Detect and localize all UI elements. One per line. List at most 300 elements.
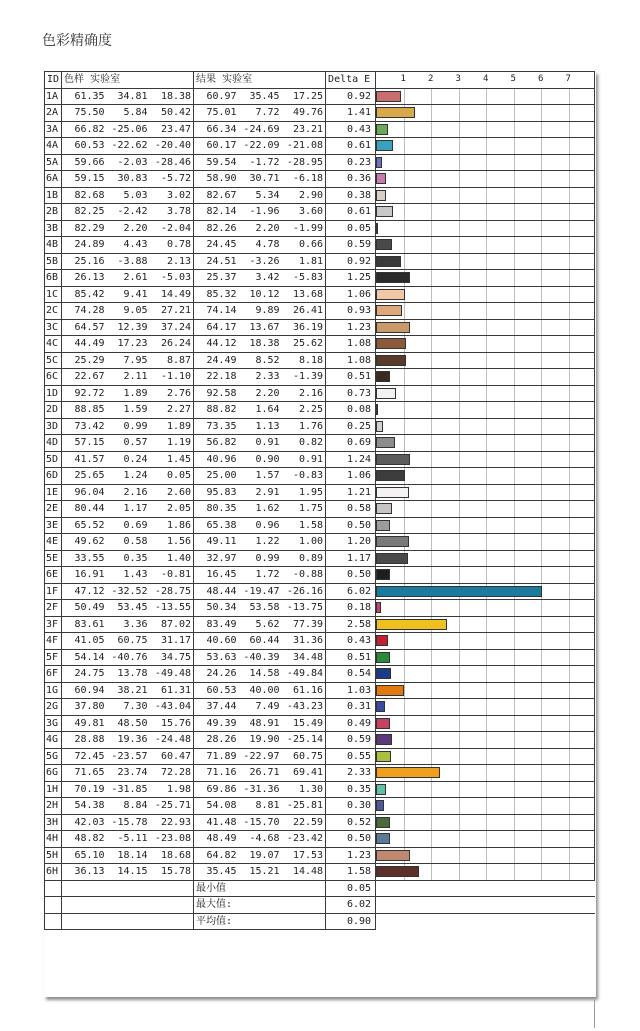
sample-lab-value: 0.05 — [150, 468, 194, 485]
gridline — [541, 815, 542, 831]
sample-lab-value: 54.14 — [62, 649, 107, 666]
gridline — [541, 353, 542, 369]
bar-cell — [376, 732, 595, 749]
sample-lab-value: 1.56 — [150, 534, 194, 551]
sample-lab-value: 96.04 — [62, 484, 107, 501]
gridline — [569, 683, 570, 699]
result-lab-value: 44.12 — [194, 336, 239, 353]
result-lab-value: 56.82 — [194, 435, 239, 452]
gridline — [541, 435, 542, 451]
sample-lab-value: 3.36 — [107, 616, 150, 633]
result-lab-value: 34.48 — [282, 649, 326, 666]
table-row — [45, 583, 595, 600]
gridline — [459, 287, 460, 303]
sample-lab-value: 34.75 — [150, 649, 194, 666]
gridline — [569, 501, 570, 517]
gridline — [569, 534, 570, 550]
gridline — [486, 633, 487, 649]
gridline — [404, 122, 405, 138]
result-lab-value: 1.57 — [239, 468, 282, 485]
table-row — [45, 649, 595, 666]
table-row — [45, 501, 595, 518]
sample-lab-value: 1.43 — [107, 567, 150, 584]
result-lab-value: 30.71 — [239, 171, 282, 188]
min-row — [45, 880, 595, 897]
patch-id: 1C — [45, 286, 62, 303]
patch-id: 6C — [45, 369, 62, 386]
result-lab-value: 35.45 — [194, 864, 239, 881]
gridline — [486, 353, 487, 369]
gridline — [541, 551, 542, 567]
bar-cell — [376, 187, 595, 204]
gridline — [514, 534, 515, 550]
delta-bar — [376, 338, 406, 349]
patch-id: 3E — [45, 517, 62, 534]
sample-lab-value: 13.78 — [107, 666, 150, 683]
sample-lab-value: -0.81 — [150, 567, 194, 584]
footer-blank — [376, 880, 595, 897]
result-lab-value: 40.60 — [194, 633, 239, 650]
patch-id: 3D — [45, 418, 62, 435]
result-lab-value: -1.39 — [282, 369, 326, 386]
gridline — [569, 353, 570, 369]
patch-id: 5D — [45, 451, 62, 468]
sample-lab-value: 9.05 — [107, 303, 150, 320]
patch-id: 1E — [45, 484, 62, 501]
result-lab-value: 60.53 — [194, 682, 239, 699]
patch-id: 3F — [45, 616, 62, 633]
patch-id: 5B — [45, 253, 62, 270]
result-lab-value: 1.81 — [282, 253, 326, 270]
delta-e-value: 0.92 — [326, 88, 376, 105]
bar-cell — [376, 864, 595, 881]
sample-lab-value: 61.35 — [62, 88, 107, 105]
bar-cell — [376, 484, 595, 501]
delta-e-value: 0.18 — [326, 600, 376, 617]
delta-bar — [376, 520, 390, 531]
gridline — [514, 254, 515, 270]
sample-lab-value: 0.78 — [150, 237, 194, 254]
gridline — [514, 419, 515, 435]
gridline — [541, 749, 542, 765]
gridline — [514, 155, 515, 171]
result-lab-value: 1.72 — [239, 567, 282, 584]
bar-cell — [376, 385, 595, 402]
gridline — [541, 452, 542, 468]
bar-cell — [376, 814, 595, 831]
gridline — [541, 518, 542, 534]
gridline — [404, 699, 405, 715]
bar-cell — [376, 715, 595, 732]
sample-lab-value: -5.11 — [107, 831, 150, 848]
sample-lab-value: 37.24 — [150, 319, 194, 336]
delta-e-value: 1.20 — [326, 534, 376, 551]
bar-cell — [376, 847, 595, 864]
sample-lab-value: 92.72 — [62, 385, 107, 402]
gridline — [459, 254, 460, 270]
sample-lab-value: 7.95 — [107, 352, 150, 369]
gridline — [431, 716, 432, 732]
gridline — [431, 270, 432, 286]
gridline — [459, 699, 460, 715]
gridline — [541, 336, 542, 352]
patch-id: 4A — [45, 138, 62, 155]
sample-lab-value: -23.08 — [150, 831, 194, 848]
gridline — [459, 716, 460, 732]
sample-lab-value: -1.10 — [150, 369, 194, 386]
sample-lab-value: -3.88 — [107, 253, 150, 270]
delta-bar — [376, 817, 390, 828]
bar-cell — [376, 418, 595, 435]
table-row — [45, 781, 595, 798]
gridline — [514, 732, 515, 748]
gridline — [569, 848, 570, 864]
gridline — [431, 254, 432, 270]
result-lab-value: 22.18 — [194, 369, 239, 386]
gridline — [431, 419, 432, 435]
gridline — [514, 386, 515, 402]
sample-lab-value: 70.19 — [62, 781, 107, 798]
gridline — [431, 435, 432, 451]
delta-bar — [376, 190, 386, 201]
delta-bar — [376, 404, 378, 415]
delta-e-value: 0.58 — [326, 501, 376, 518]
gridline — [459, 798, 460, 814]
patch-id: 2A — [45, 105, 62, 122]
result-lab-value: -22.09 — [239, 138, 282, 155]
result-lab-value: 49.39 — [194, 715, 239, 732]
delta-bar — [376, 371, 390, 382]
gridline — [431, 798, 432, 814]
footer-blank — [62, 880, 194, 897]
gridline — [486, 666, 487, 682]
sample-lab-value: 16.91 — [62, 567, 107, 584]
gridline — [431, 171, 432, 187]
bar-cell — [376, 402, 595, 419]
gridline — [569, 732, 570, 748]
bar-cell — [376, 303, 595, 320]
sample-lab-value: 12.39 — [107, 319, 150, 336]
result-lab-value: -0.83 — [282, 468, 326, 485]
result-lab-value: -22.97 — [239, 748, 282, 765]
delta-e-value: 1.23 — [326, 847, 376, 864]
patch-id: 1D — [45, 385, 62, 402]
gridline — [569, 336, 570, 352]
gridline — [514, 485, 515, 501]
result-lab-value: 18.38 — [239, 336, 282, 353]
bar-cell — [376, 88, 595, 105]
gridline — [431, 303, 432, 319]
sample-lab-value: 59.66 — [62, 154, 107, 171]
delta-e-value: 1.08 — [326, 352, 376, 369]
gridline — [459, 617, 460, 633]
gridline — [431, 155, 432, 171]
gridline — [459, 419, 460, 435]
result-lab-value: 14.58 — [239, 666, 282, 683]
sample-lab-value: 15.76 — [150, 715, 194, 732]
table-row — [45, 831, 595, 848]
result-lab-value: 69.86 — [194, 781, 239, 798]
delta-bar — [376, 289, 405, 300]
delta-e-value: 1.23 — [326, 319, 376, 336]
result-lab-value: 31.36 — [282, 633, 326, 650]
result-lab-value: 0.91 — [282, 451, 326, 468]
delta-e-value: 0.55 — [326, 748, 376, 765]
gridline — [404, 666, 405, 682]
result-lab-value: 19.07 — [239, 847, 282, 864]
gridline — [459, 320, 460, 336]
delta-e-value: 0.05 — [326, 220, 376, 237]
sample-lab-value: 22.93 — [150, 814, 194, 831]
bar-cell — [376, 616, 595, 633]
delta-bar — [376, 536, 409, 547]
delta-bar — [376, 157, 382, 168]
gridline — [486, 336, 487, 352]
patch-id: 6E — [45, 567, 62, 584]
sample-lab-value: -5.03 — [150, 270, 194, 287]
gridline — [514, 518, 515, 534]
delta-e-value: 1.41 — [326, 105, 376, 122]
sample-lab-value: -15.78 — [107, 814, 150, 831]
gridline — [459, 534, 460, 550]
sample-lab-value: 50.49 — [62, 600, 107, 617]
gridline — [541, 287, 542, 303]
gridline — [514, 650, 515, 666]
delta-bar — [376, 421, 383, 432]
gridline — [486, 452, 487, 468]
result-lab-value: 14.48 — [282, 864, 326, 881]
sample-lab-value: -22.62 — [107, 138, 150, 155]
sample-lab-value: 73.42 — [62, 418, 107, 435]
gridline — [486, 287, 487, 303]
delta-e-value: 0.50 — [326, 517, 376, 534]
sample-lab-value: 83.61 — [62, 616, 107, 633]
result-lab-value: 64.17 — [194, 319, 239, 336]
delta-header: Delta E — [326, 72, 376, 89]
table-row — [45, 864, 595, 881]
gridline — [569, 650, 570, 666]
delta-bar — [376, 256, 401, 267]
gridline — [486, 89, 487, 105]
gridline — [459, 732, 460, 748]
table-row — [45, 814, 595, 831]
gridline — [486, 518, 487, 534]
table-row — [45, 715, 595, 732]
result-lab-value: 15.49 — [282, 715, 326, 732]
gridline — [459, 303, 460, 319]
result-lab-value: 82.26 — [194, 220, 239, 237]
gridline — [459, 435, 460, 451]
gridline — [541, 699, 542, 715]
gridline — [569, 303, 570, 319]
sample-lab-value: 60.94 — [62, 682, 107, 699]
gridline — [431, 534, 432, 550]
sample-lab-value: 15.78 — [150, 864, 194, 881]
gridline — [514, 89, 515, 105]
bar-cell — [376, 831, 595, 848]
delta-e-value: 0.35 — [326, 781, 376, 798]
sample-lab-value: 9.41 — [107, 286, 150, 303]
sample-lab-value: 5.84 — [107, 105, 150, 122]
bar-cell — [376, 253, 595, 270]
sample-lab-value: 34.81 — [107, 88, 150, 105]
gridline — [459, 749, 460, 765]
gridline — [541, 188, 542, 204]
bar-cell — [376, 699, 595, 716]
gridline — [569, 551, 570, 567]
table-row — [45, 699, 595, 716]
gridline — [569, 617, 570, 633]
table-row — [45, 682, 595, 699]
sample-lab-value: 18.68 — [150, 847, 194, 864]
gridline — [486, 402, 487, 418]
sample-lab-value: 61.31 — [150, 682, 194, 699]
max-label: 最大值: — [194, 897, 326, 914]
result-lab-value: -28.95 — [282, 154, 326, 171]
gridline — [431, 287, 432, 303]
delta-bar — [376, 437, 395, 448]
result-lab-value: 17.25 — [282, 88, 326, 105]
sample-lab-value: 2.05 — [150, 501, 194, 518]
sample-lab-value: 41.05 — [62, 633, 107, 650]
delta-bar — [376, 652, 390, 663]
gridline — [459, 864, 460, 880]
gridline — [569, 666, 570, 682]
bar-cell — [376, 534, 595, 551]
bar-cell — [376, 781, 595, 798]
gridline — [431, 402, 432, 418]
gridline — [486, 815, 487, 831]
result-lab-value: 1.76 — [282, 418, 326, 435]
gridline — [486, 650, 487, 666]
gridline — [541, 864, 542, 880]
min-label: 最小值 — [194, 880, 326, 897]
gridline — [569, 105, 570, 121]
gridline — [569, 831, 570, 847]
patch-id: 3C — [45, 319, 62, 336]
sample-lab-value: -25.06 — [107, 121, 150, 138]
sample-lab-value: 1.86 — [150, 517, 194, 534]
sample-lab-value: 7.30 — [107, 699, 150, 716]
sample-lab-value: 37.80 — [62, 699, 107, 716]
gridline — [431, 567, 432, 583]
gridline — [431, 353, 432, 369]
result-lab-value: 28.26 — [194, 732, 239, 749]
result-lab-value: 82.14 — [194, 204, 239, 221]
patch-id: 5C — [45, 352, 62, 369]
sample-lab-value: 72.45 — [62, 748, 107, 765]
result-lab-value: 0.82 — [282, 435, 326, 452]
gridline — [541, 237, 542, 253]
sample-lab-value: 50.42 — [150, 105, 194, 122]
bar-cell — [376, 600, 595, 617]
gridline — [514, 798, 515, 814]
sample-lab-value: 49.81 — [62, 715, 107, 732]
result-lab-value: -5.83 — [282, 270, 326, 287]
result-lab-value: -1.99 — [282, 220, 326, 237]
gridline — [569, 171, 570, 187]
sample-lab-value: -31.85 — [107, 781, 150, 798]
gridline — [404, 782, 405, 798]
result-lab-value: 26.41 — [282, 303, 326, 320]
gridline — [486, 221, 487, 237]
sample-lab-value: 3.02 — [150, 187, 194, 204]
result-lab-value: 9.89 — [239, 303, 282, 320]
gridline — [569, 798, 570, 814]
gridline — [541, 633, 542, 649]
delta-bar — [376, 322, 410, 333]
table-row — [45, 154, 595, 171]
sample-lab-value: 54.38 — [62, 798, 107, 815]
delta-bar — [376, 685, 404, 696]
delta-e-value: 0.61 — [326, 204, 376, 221]
patch-id: 1B — [45, 187, 62, 204]
patch-id: 3H — [45, 814, 62, 831]
gridline — [514, 122, 515, 138]
sample-lab-value: 2.76 — [150, 385, 194, 402]
result-lab-value: 1.62 — [239, 501, 282, 518]
delta-bar — [376, 635, 388, 646]
patch-id: 2E — [45, 501, 62, 518]
table-row — [45, 286, 595, 303]
gridline — [404, 633, 405, 649]
gridline — [404, 732, 405, 748]
table-row — [45, 468, 595, 485]
gridline — [569, 633, 570, 649]
result-lab-value: 60.97 — [194, 88, 239, 105]
result-lab-value: 10.12 — [239, 286, 282, 303]
result-lab-value: 1.64 — [239, 402, 282, 419]
gridline — [486, 848, 487, 864]
footer-blank — [62, 913, 194, 930]
gridline — [486, 683, 487, 699]
delta-e-value: 0.54 — [326, 666, 376, 683]
gridline — [486, 699, 487, 715]
gridline — [541, 138, 542, 154]
gridline — [541, 105, 542, 121]
delta-e-value: 6.02 — [326, 583, 376, 600]
bar-cell — [376, 270, 595, 287]
patch-id: 4F — [45, 633, 62, 650]
sample-lab-value: 2.27 — [150, 402, 194, 419]
result-lab-value: 48.49 — [194, 831, 239, 848]
gridline — [404, 155, 405, 171]
gridline — [459, 138, 460, 154]
delta-bar — [376, 850, 410, 861]
result-lab-value: -1.96 — [239, 204, 282, 221]
gridline — [541, 501, 542, 517]
gridline — [459, 848, 460, 864]
gridline — [431, 452, 432, 468]
gridline — [431, 501, 432, 517]
gridline — [459, 518, 460, 534]
footer-blank — [45, 897, 62, 914]
result-lab-value: 48.91 — [239, 715, 282, 732]
scale-tick: 6 — [538, 74, 544, 84]
sample-lab-value: 2.61 — [107, 270, 150, 287]
result-lab-value: -4.68 — [239, 831, 282, 848]
gridline — [569, 815, 570, 831]
gridline — [569, 765, 570, 781]
gridline — [541, 419, 542, 435]
patch-id: 4H — [45, 831, 62, 848]
sample-lab-value: 64.57 — [62, 319, 107, 336]
table-row — [45, 270, 595, 287]
sample-lab-value: 4.43 — [107, 237, 150, 254]
result-lab-value: 49.11 — [194, 534, 239, 551]
gridline — [541, 221, 542, 237]
avg-label: 平均值: — [194, 913, 326, 930]
